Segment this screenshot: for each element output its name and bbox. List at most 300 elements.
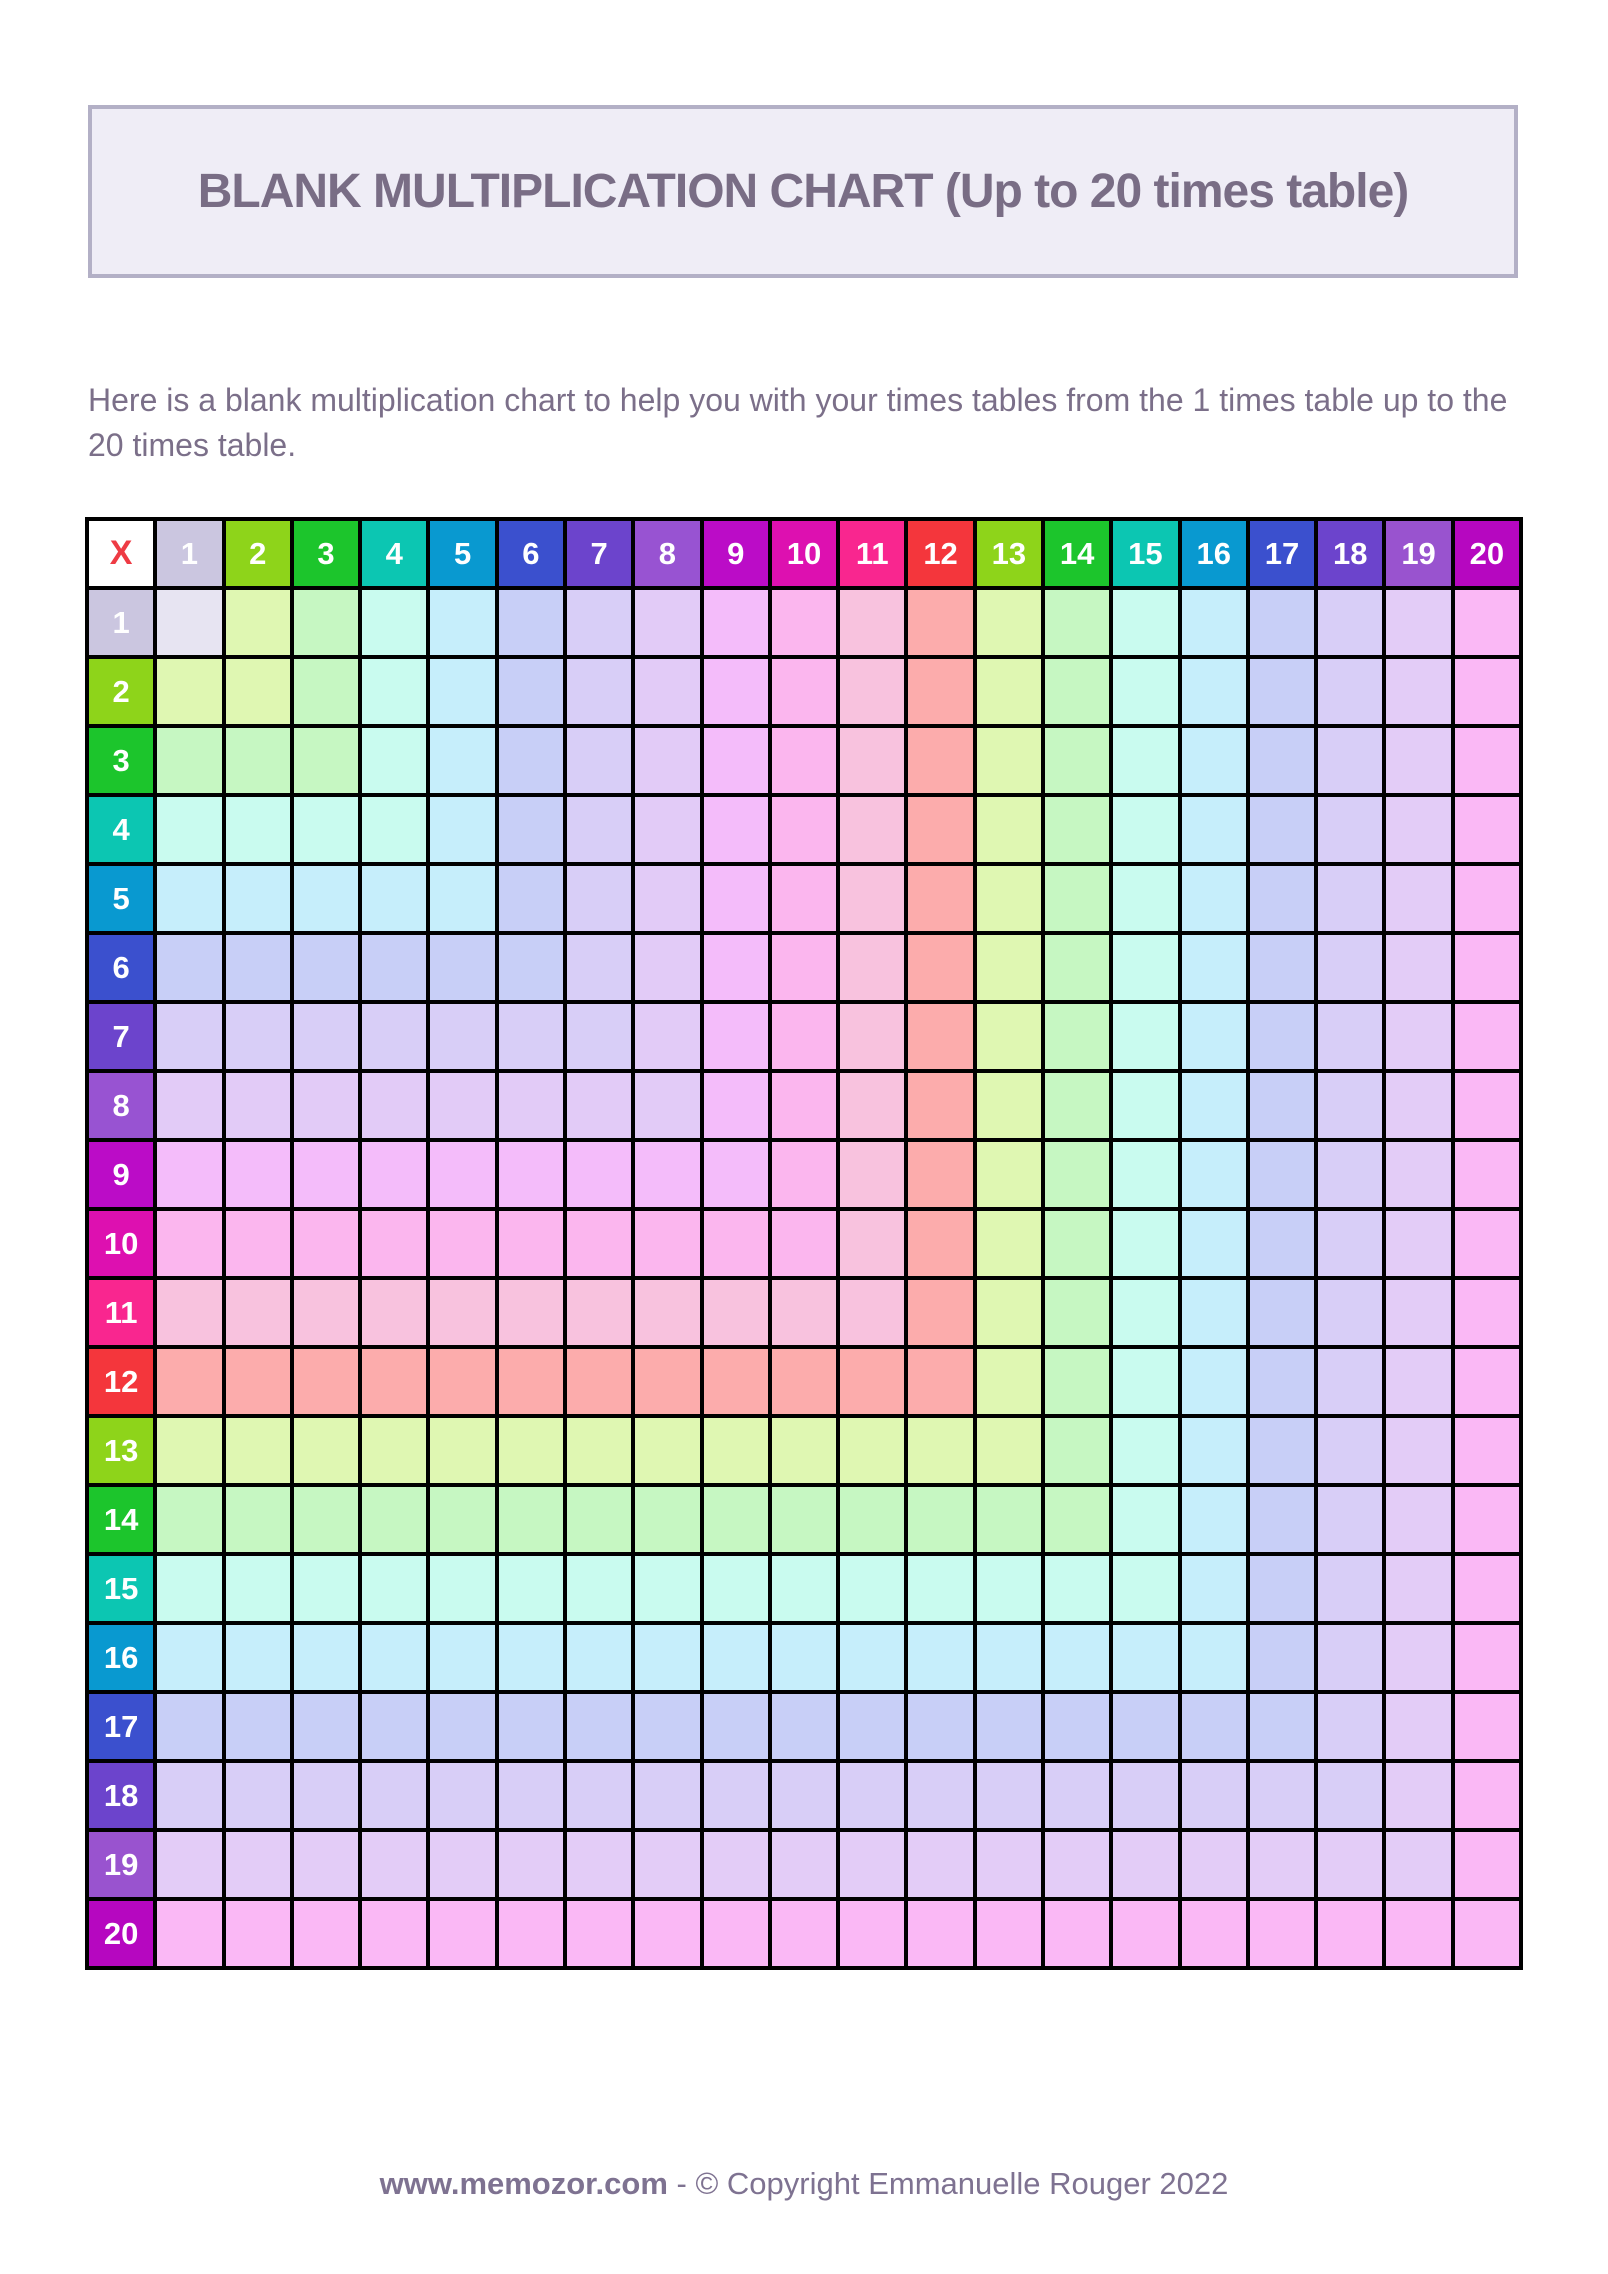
row-header-4: 4 [89, 797, 153, 862]
grid-cell [1113, 1625, 1177, 1690]
grid-cell [1318, 1142, 1382, 1207]
grid-cell [840, 1004, 904, 1069]
grid-cell [772, 1901, 836, 1966]
grid-cell [1182, 1694, 1246, 1759]
grid-cell [772, 1004, 836, 1069]
grid-cell [635, 1280, 699, 1345]
grid-cell [430, 1625, 494, 1690]
grid-cell [294, 590, 358, 655]
grid-cell [840, 1625, 904, 1690]
grid-cell [294, 866, 358, 931]
grid-cell [226, 728, 290, 793]
grid-cell [1318, 866, 1382, 931]
grid-cell [908, 1487, 972, 1552]
grid-cell [908, 797, 972, 862]
grid-cell [294, 935, 358, 1000]
grid-cell [1250, 1694, 1314, 1759]
grid-cell [1386, 1763, 1450, 1828]
grid-cell [704, 1211, 768, 1276]
grid-cell [430, 1901, 494, 1966]
grid-cell [1386, 1280, 1450, 1345]
row-header-8: 8 [89, 1073, 153, 1138]
grid-cell [1182, 1418, 1246, 1483]
grid-cell [977, 1073, 1041, 1138]
grid-cell [908, 1763, 972, 1828]
row-header-17: 17 [89, 1694, 153, 1759]
intro-text: Here is a blank multiplication chart to help you with your times tables from the 1 times table up to the 20 times table. [88, 382, 1508, 464]
grid-cell [226, 1280, 290, 1345]
grid-cell [567, 728, 631, 793]
grid-cell [1045, 1418, 1109, 1483]
grid-cell [567, 866, 631, 931]
grid-cell [567, 1211, 631, 1276]
grid-cell [704, 1556, 768, 1621]
grid-cell [1113, 1556, 1177, 1621]
grid-cell [908, 1073, 972, 1138]
grid-cell [1113, 659, 1177, 724]
grid-cell [1113, 1418, 1177, 1483]
grid-cell [772, 1280, 836, 1345]
grid-cell [977, 866, 1041, 931]
grid-cell [1455, 1556, 1519, 1621]
grid-cell [567, 1142, 631, 1207]
grid-cell [1113, 1073, 1177, 1138]
grid-cell [1182, 1004, 1246, 1069]
grid-cell [157, 866, 221, 931]
grid-cell [499, 1073, 563, 1138]
grid-cell [294, 1349, 358, 1414]
grid-cell [704, 1901, 768, 1966]
grid-cell [362, 1349, 426, 1414]
grid-cell [908, 1418, 972, 1483]
grid-cell [1113, 728, 1177, 793]
grid-cell [908, 1901, 972, 1966]
grid-cell [840, 1556, 904, 1621]
grid-cell [977, 1625, 1041, 1690]
grid-cell [430, 797, 494, 862]
grid-cell [1182, 1556, 1246, 1621]
grid-cell [567, 1004, 631, 1069]
grid-cell [1182, 1142, 1246, 1207]
grid-cell [1113, 1694, 1177, 1759]
grid-cell [499, 659, 563, 724]
row-header-3: 3 [89, 728, 153, 793]
column-header-9: 9 [704, 521, 768, 586]
grid-cell [567, 1832, 631, 1897]
grid-cell [1113, 1349, 1177, 1414]
grid-cell [1113, 1211, 1177, 1276]
grid-cell [1045, 1625, 1109, 1690]
grid-cell [1386, 1487, 1450, 1552]
grid-cell [840, 866, 904, 931]
row-header-20: 20 [89, 1901, 153, 1966]
grid-cell [1386, 728, 1450, 793]
grid-cell [908, 659, 972, 724]
column-header-15: 15 [1113, 521, 1177, 586]
grid-cell [499, 797, 563, 862]
grid-cell [977, 1901, 1041, 1966]
grid-cell [1455, 1280, 1519, 1345]
grid-cell [157, 1625, 221, 1690]
grid-cell [1318, 659, 1382, 724]
grid-cell [294, 1142, 358, 1207]
grid-cell [1250, 1763, 1314, 1828]
column-header-6: 6 [499, 521, 563, 586]
grid-cell [635, 1004, 699, 1069]
corner-cell: X [89, 521, 153, 586]
grid-cell [1318, 1556, 1382, 1621]
grid-cell [840, 1142, 904, 1207]
grid-cell [1045, 1832, 1109, 1897]
grid-cell [1113, 935, 1177, 1000]
grid-cell [1386, 1349, 1450, 1414]
grid-cell [1182, 1625, 1246, 1690]
grid-cell [1318, 728, 1382, 793]
grid-cell [908, 935, 972, 1000]
grid-cell [567, 1625, 631, 1690]
grid-cell [1386, 1142, 1450, 1207]
grid-cell [1182, 1763, 1246, 1828]
grid-cell [1455, 1832, 1519, 1897]
grid-cell [1455, 1487, 1519, 1552]
grid-cell [704, 1142, 768, 1207]
column-header-10: 10 [772, 521, 836, 586]
grid-cell [430, 1694, 494, 1759]
grid-cell [499, 1142, 563, 1207]
grid-cell [1455, 1763, 1519, 1828]
grid-cell [1455, 1004, 1519, 1069]
grid-cell [977, 1280, 1041, 1345]
grid-cell [430, 659, 494, 724]
row-header-6: 6 [89, 935, 153, 1000]
grid-cell [157, 1211, 221, 1276]
grid-cell [1386, 1694, 1450, 1759]
grid-cell [635, 1694, 699, 1759]
grid-cell [704, 935, 768, 1000]
column-header-8: 8 [635, 521, 699, 586]
grid-cell [1182, 1073, 1246, 1138]
grid-cell [362, 1694, 426, 1759]
grid-cell [908, 590, 972, 655]
grid-cell [704, 1763, 768, 1828]
grid-cell [1386, 1625, 1450, 1690]
column-header-16: 16 [1182, 521, 1246, 586]
grid-cell [1318, 1901, 1382, 1966]
grid-cell [1250, 1073, 1314, 1138]
grid-cell [1455, 1073, 1519, 1138]
grid-cell [157, 935, 221, 1000]
grid-cell [1250, 1142, 1314, 1207]
grid-cell [430, 1211, 494, 1276]
grid-cell [362, 866, 426, 931]
column-header-12: 12 [908, 521, 972, 586]
grid-cell [1045, 1211, 1109, 1276]
grid-cell [567, 1280, 631, 1345]
title-box [88, 105, 1518, 278]
grid-cell [567, 1349, 631, 1414]
grid-cell [362, 1487, 426, 1552]
grid-cell [294, 728, 358, 793]
grid-cell [499, 1487, 563, 1552]
grid-cell [362, 1556, 426, 1621]
grid-cell [430, 1280, 494, 1345]
grid-cell [499, 1625, 563, 1690]
grid-cell [157, 1349, 221, 1414]
row-header-7: 7 [89, 1004, 153, 1069]
grid-cell [977, 590, 1041, 655]
grid-cell [977, 1556, 1041, 1621]
grid-cell [704, 797, 768, 862]
column-header-17: 17 [1250, 521, 1314, 586]
grid-cell [157, 1556, 221, 1621]
grid-cell [908, 1832, 972, 1897]
grid-cell [1045, 728, 1109, 793]
grid-cell [226, 797, 290, 862]
footer-copyright: © Copyright Emmanuelle Rouger 2022 [695, 2166, 1229, 2201]
grid-cell [908, 1625, 972, 1690]
grid-cell [704, 1349, 768, 1414]
grid-cell [1250, 1832, 1314, 1897]
grid-cell [362, 1142, 426, 1207]
grid-cell [567, 1901, 631, 1966]
column-header-14: 14 [1045, 521, 1109, 586]
grid-cell [157, 1280, 221, 1345]
grid-cell [567, 1418, 631, 1483]
grid-cell [772, 728, 836, 793]
grid-cell [840, 1487, 904, 1552]
grid-cell [226, 1487, 290, 1552]
grid-cell [1455, 797, 1519, 862]
grid-cell [430, 1073, 494, 1138]
grid-cell [362, 1832, 426, 1897]
grid-cell [294, 1694, 358, 1759]
grid-cell [567, 659, 631, 724]
grid-cell [1318, 1763, 1382, 1828]
grid-cell [635, 1487, 699, 1552]
grid-cell [1045, 1556, 1109, 1621]
row-header-1: 1 [89, 590, 153, 655]
grid-cell [840, 1694, 904, 1759]
grid-cell [1182, 1349, 1246, 1414]
grid-cell [1318, 1832, 1382, 1897]
grid-cell [1386, 1004, 1450, 1069]
grid-cell [1386, 659, 1450, 724]
grid-cell [840, 1901, 904, 1966]
grid-cell [704, 1280, 768, 1345]
grid-cell [226, 1694, 290, 1759]
grid-cell [499, 1556, 563, 1621]
grid-cell [499, 1004, 563, 1069]
grid-cell [772, 797, 836, 862]
grid-cell [704, 1073, 768, 1138]
grid-cell [1386, 1832, 1450, 1897]
grid-cell [635, 590, 699, 655]
grid-cell [840, 1280, 904, 1345]
grid-cell [362, 797, 426, 862]
grid-cell [840, 1211, 904, 1276]
grid-cell [499, 1763, 563, 1828]
grid-cell [1455, 1418, 1519, 1483]
grid-cell [226, 1763, 290, 1828]
grid-cell [499, 1349, 563, 1414]
column-header-4: 4 [362, 521, 426, 586]
grid-cell [1045, 935, 1109, 1000]
grid-cell [840, 590, 904, 655]
grid-cell [772, 590, 836, 655]
grid-cell [704, 1694, 768, 1759]
grid-cell [1455, 728, 1519, 793]
grid-cell [1318, 590, 1382, 655]
grid-cell [772, 1832, 836, 1897]
grid-cell [226, 1901, 290, 1966]
grid-cell [977, 797, 1041, 862]
grid-cell [1250, 1280, 1314, 1345]
grid-cell [977, 1004, 1041, 1069]
grid-cell [704, 1418, 768, 1483]
grid-cell [977, 1349, 1041, 1414]
grid-cell [772, 1487, 836, 1552]
grid-cell [977, 1487, 1041, 1552]
grid-cell [362, 1211, 426, 1276]
column-header-20: 20 [1455, 521, 1519, 586]
grid-cell [430, 1004, 494, 1069]
row-header-2: 2 [89, 659, 153, 724]
grid-cell [226, 1556, 290, 1621]
grid-cell [772, 1073, 836, 1138]
grid-cell [1113, 1832, 1177, 1897]
grid-cell [908, 1556, 972, 1621]
grid-cell [1386, 590, 1450, 655]
footer [0, 2166, 1608, 2202]
grid-cell [567, 797, 631, 862]
grid-cell [294, 1418, 358, 1483]
grid-cell [430, 1556, 494, 1621]
grid-cell [772, 1694, 836, 1759]
grid-cell [362, 1418, 426, 1483]
grid-cell [635, 1832, 699, 1897]
grid-cell [499, 1280, 563, 1345]
grid-cell [1250, 1004, 1314, 1069]
column-header-1: 1 [157, 521, 221, 586]
grid-cell [635, 866, 699, 931]
grid-cell [430, 590, 494, 655]
grid-cell [908, 1280, 972, 1345]
grid-cell [1318, 935, 1382, 1000]
grid-cell [1045, 1901, 1109, 1966]
grid-cell [977, 1142, 1041, 1207]
column-header-3: 3 [294, 521, 358, 586]
grid-cell [977, 1763, 1041, 1828]
row-header-10: 10 [89, 1211, 153, 1276]
grid-cell [362, 1073, 426, 1138]
grid-cell [1113, 1901, 1177, 1966]
grid-cell [1113, 797, 1177, 862]
grid-cell [1113, 1004, 1177, 1069]
grid-cell [1455, 1349, 1519, 1414]
grid-cell [226, 866, 290, 931]
grid-cell [840, 728, 904, 793]
grid-cell [362, 935, 426, 1000]
row-header-14: 14 [89, 1487, 153, 1552]
grid-cell [226, 1073, 290, 1138]
grid-cell [157, 1073, 221, 1138]
grid-cell [840, 1763, 904, 1828]
grid-cell [294, 1832, 358, 1897]
grid-cell [1455, 1142, 1519, 1207]
grid-cell [772, 1625, 836, 1690]
grid-cell [226, 1142, 290, 1207]
grid-cell [1182, 1832, 1246, 1897]
grid-cell [772, 935, 836, 1000]
page-title: BLANK MULTIPLICATION CHART (Up to 20 times table) [197, 165, 1409, 218]
grid-cell [908, 1004, 972, 1069]
grid-cell [499, 1901, 563, 1966]
grid-cell [772, 866, 836, 931]
grid-cell [294, 1004, 358, 1069]
grid-cell [1250, 1901, 1314, 1966]
grid-cell [157, 1487, 221, 1552]
row-header-12: 12 [89, 1349, 153, 1414]
grid-cell [1045, 866, 1109, 931]
grid-cell [1250, 1418, 1314, 1483]
grid-cell [157, 797, 221, 862]
grid-cell [977, 1418, 1041, 1483]
grid-cell [1182, 659, 1246, 724]
grid-cell [635, 797, 699, 862]
grid-cell [1045, 1349, 1109, 1414]
grid-cell [704, 590, 768, 655]
grid-cell [1455, 590, 1519, 655]
grid-cell [362, 1625, 426, 1690]
grid-cell [1386, 866, 1450, 931]
grid-cell [840, 1073, 904, 1138]
grid-cell [1250, 1556, 1314, 1621]
grid-cell [1045, 1694, 1109, 1759]
footer-site-link[interactable]: www.memozor.com [379, 2166, 668, 2201]
grid-cell [1250, 728, 1314, 793]
grid-cell [226, 935, 290, 1000]
row-header-15: 15 [89, 1556, 153, 1621]
grid-cell [1318, 1694, 1382, 1759]
grid-cell [772, 1418, 836, 1483]
grid-cell [430, 1763, 494, 1828]
grid-cell [567, 1556, 631, 1621]
grid-cell [1318, 1004, 1382, 1069]
grid-cell [977, 935, 1041, 1000]
grid-cell [977, 728, 1041, 793]
grid-cell [362, 590, 426, 655]
grid-cell [294, 1211, 358, 1276]
grid-cell [635, 1901, 699, 1966]
grid-cell [1182, 1901, 1246, 1966]
grid-cell [704, 1487, 768, 1552]
grid-cell [430, 1142, 494, 1207]
grid-cell [567, 1073, 631, 1138]
grid-cell [908, 1211, 972, 1276]
grid-cell [1455, 1211, 1519, 1276]
grid-cell [1182, 797, 1246, 862]
grid-cell [499, 1211, 563, 1276]
grid-cell [567, 590, 631, 655]
column-header-13: 13 [977, 521, 1041, 586]
grid-cell [567, 1763, 631, 1828]
grid-cell [157, 1763, 221, 1828]
grid-cell [226, 659, 290, 724]
grid-cell [635, 728, 699, 793]
grid-cell [157, 728, 221, 793]
grid-cell [1455, 1694, 1519, 1759]
grid-cell [294, 1901, 358, 1966]
